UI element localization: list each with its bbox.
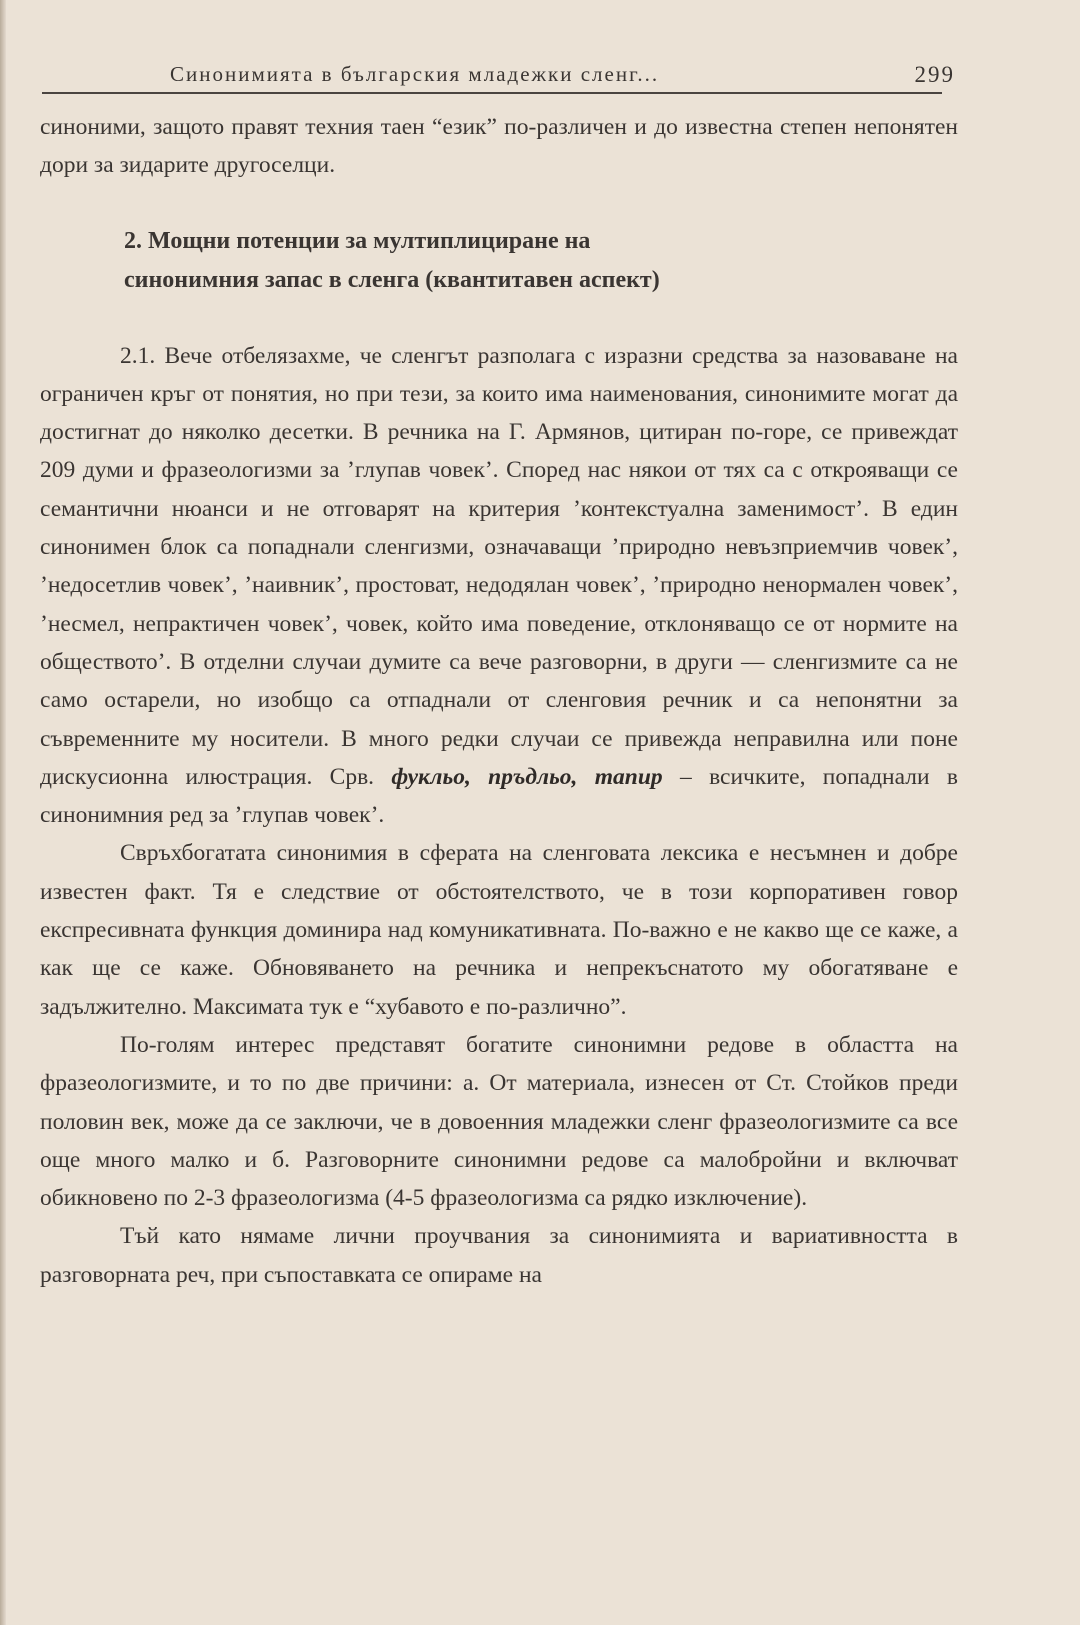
example-words: фукльо, пръдльо, тапир	[391, 763, 663, 790]
running-header	[160, 58, 955, 88]
running-title: Синонимията в българския младежки сленг...	[170, 62, 660, 86]
paragraph-continued: синоними, защото правят техния таен “език” по-различен и до известна степен непонятен дори за зидарите другоселци.	[40, 114, 958, 179]
paragraph-phraseology: По-голям интерес представят богатите синонимни редове в областта на фразеологизмите, и то по две причини: а. От материала, изнесен от Ст. Стойков преди половин век, може да се заключи, че в довоенния младежки сленг фразеологизмите са все още много малко и б. Разговорните синонимни редове са малобройни и включват обикновено по 2-3 фразеологизма (4-5 фразеологизма са рядко изключение).	[40, 1031, 958, 1212]
section-heading	[40, 222, 958, 300]
paragraph-final: Тъй като нямаме лични проучвания за синонимията и вариативността в разговорната реч, при съпоставката се опираме на	[40, 1223, 958, 1288]
paragraph-2-1	[40, 337, 958, 835]
header-rule	[42, 92, 942, 94]
paragraph-2-1-text: 2.1. Вече отбелязахме, че сленгът разполага с изразни средства за назоваване на ограничен кръг от понятия, но при тези, за които има наименования, синонимите могат да достигнат до няколко десетки. В речника на Г. Армянов, цитиран по-горе, се привеждат 209 думи и фразеологизми за ’глупав човек’. Според нас някои от тях са с открояващи се семантични нюанси и не отговарят на критерия ’контекстуална заменимост’. В един синонимен блок са попаднали сленгизми, означаващи ’природно невъзприемчив човек’, ’недосетлив човек’, ’наивник’, простоват, недодялан човек’, ’природно ненормален човек’, ’несмел, непрактичен човек’, човек, който има поведение, отклоняващо се от нормите на обществото’. В отделни случаи думите са вече разговорни, в други — сленгизмите са не само остарели, но изобщо са отпаднали от сленговия речник и са непонятни за съвременните му носители. В много редки случаи се привежда неправилна или поне дискусионна илюстрация. Срв.	[40, 342, 958, 790]
body-text	[40, 108, 958, 1294]
section-heading-line-1: 2. Мощни потенции за мултиплициране на	[124, 227, 591, 254]
section-heading-line-2: синонимния запас в сленга (квантитавен аспект)	[124, 266, 660, 293]
page-number: 299	[914, 62, 955, 87]
paragraph-2-1-end: – всичките, попаднали в синонимния ред за ’глупав човек’.	[40, 763, 958, 829]
page-binding-edge	[0, 0, 6, 1625]
paragraph-synonymy: Свръхбогатата синонимия в сферата на сленговата лексика е несъмнен и добре известен факт. Тя е следствие от обстоятелството, че в този корпоративен говор експресивната функция доминира над комуникативната. По-важно е не какво ще се каже, а как ще се каже. Обновяването на речника и непрекъснатото му обогатяване е задължително. Максимата тук е “хубавото е по-различно”.	[40, 840, 958, 1020]
